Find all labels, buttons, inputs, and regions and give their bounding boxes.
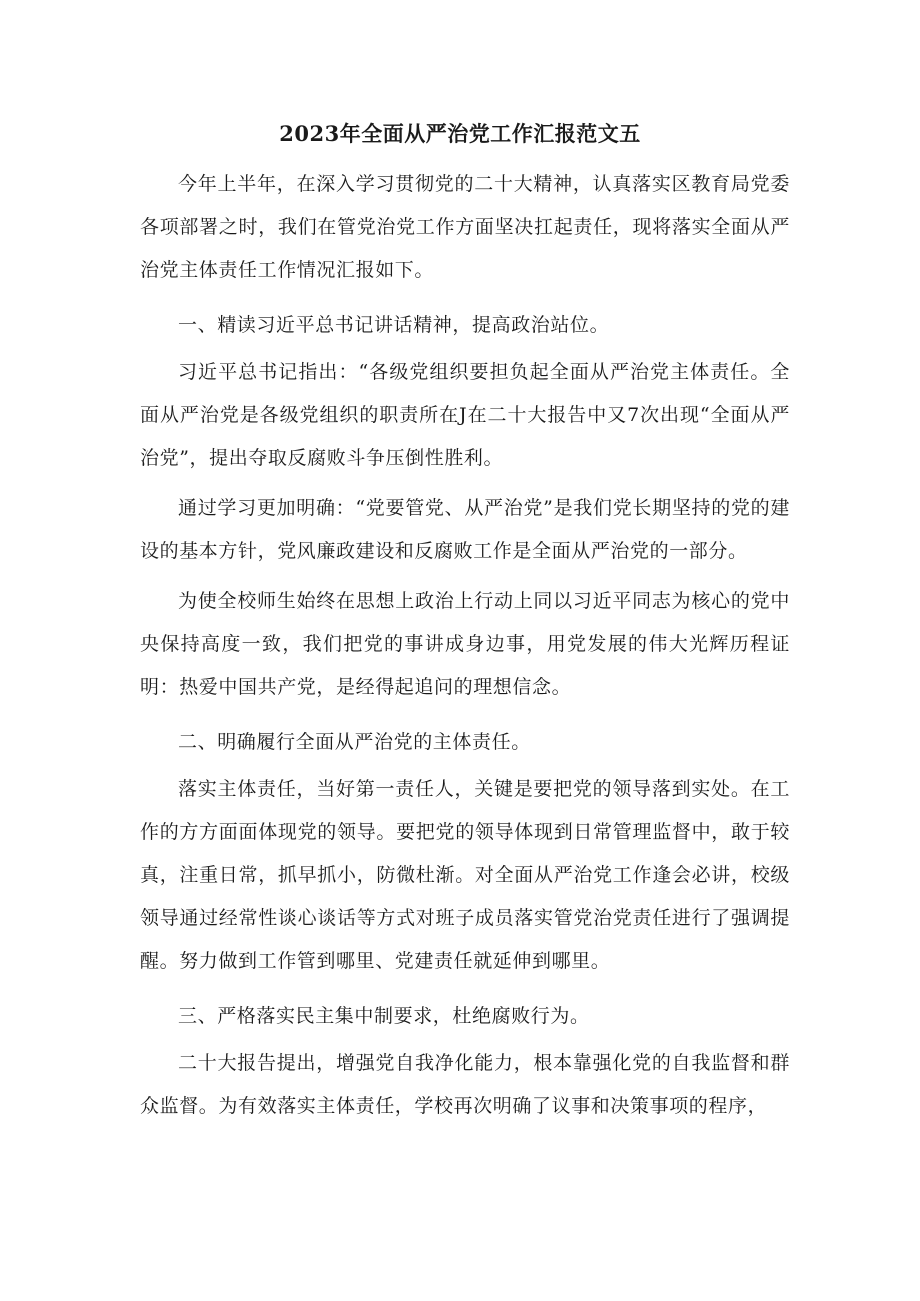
document-title: 2023年全面从严治党工作汇报范文五 bbox=[279, 121, 641, 146]
section-heading-1: 一、精读习近平总书记讲话精神，提高政治站位。 bbox=[178, 314, 610, 336]
section-heading-2: 二、明确履行全面从严治党的主体责任。 bbox=[178, 731, 531, 753]
paragraph: 二十大报告提出，增强党自我净化能力，根本靠强化党的自我监督和群众监督。为有效落实主体责任，学校再次明确了议事和决策事项的程序， bbox=[140, 1052, 790, 1117]
paragraph: 通过学习更加明确：“党要管党、从严治党”是我们党长期坚持的党的建设的基本方针，党风廉政建设和反腐败工作是全面从严治党的一部分。 bbox=[140, 497, 790, 562]
section-heading-3: 三、严格落实民主集中制要求，杜绝腐败行为。 bbox=[178, 1005, 590, 1027]
paragraph-intro: 今年上半年，在深入学习贯彻党的二十大精神，认真落实区教育局党委各项部署之时，我们在管党治党工作方面坚决扛起责任，现将落实全面从严治党主体责任工作情况汇报如下。 bbox=[140, 173, 790, 281]
document-body bbox=[140, 163, 790, 1128]
paragraph: 为使全校师生始终在思想上政治上行动上同以习近平同志为核心的党中央保持高度一致，我们把党的事讲成身边事，用党发展的伟大光辉历程证明：热爱中国共产党，是经得起追问的理想信念。 bbox=[140, 590, 790, 698]
paragraph: 习近平总书记指出：“各级党组织要担负起全面从严治党主体责任。全面从严治党是各级党组织的职责所在J在二十大报告中又7次出现“全面从严治党”，提出夺取反腐败斗争压倒性胜利。 bbox=[140, 361, 790, 469]
paragraph: 落实主体责任，当好第一责任人，关键是要把党的领导落到实处。在工作的方方面面体现党的领导。要把党的领导体现到日常管理监督中，敢于较真，注重日常，抓早抓小，防微杜渐。对全面从严治党工作逢会必讲，校级领导通过经常性谈心谈话等方式对班子成员落实管党治党责任进行了强调提醒。努力做到工作管到哪里、党建责任就延伸到哪里。 bbox=[140, 778, 790, 972]
